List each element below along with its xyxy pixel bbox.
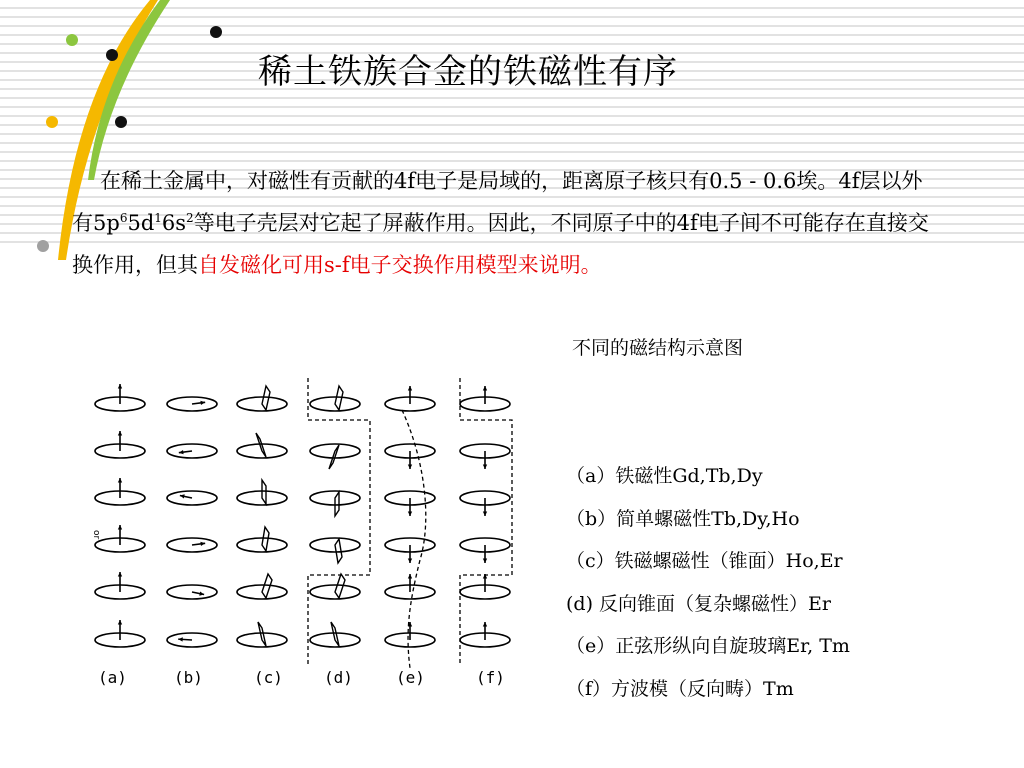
domain-boundary-d bbox=[308, 378, 370, 665]
column-label-c: (c) bbox=[254, 668, 283, 687]
column-label-f: (f) bbox=[476, 668, 505, 687]
dot-green bbox=[66, 34, 78, 46]
spin-arrowhead bbox=[483, 622, 487, 627]
cone-spin bbox=[335, 574, 345, 598]
dot-black-2 bbox=[106, 49, 118, 61]
superscript-6: 6 bbox=[119, 211, 128, 225]
legend-item-c: （c）铁磁螺磁性（锥面）Ho,Er bbox=[566, 550, 843, 572]
highlighted-text: 自发磁化可用s-f电子交换作用模型来说明。 bbox=[198, 253, 602, 277]
spin-arrowhead bbox=[408, 386, 412, 391]
spin-arrowhead bbox=[118, 431, 122, 436]
spin-arrowhead bbox=[178, 637, 183, 641]
legend-item-e: （e）正弦形纵向自旋玻璃Er, Tm bbox=[566, 635, 850, 657]
cone-spin bbox=[335, 539, 342, 563]
paragraph-part1: 在稀土金属中，对磁性有贡献的4f电子是局域的，距离原子核只有0.5 - 0.6埃。4f层以外有5p bbox=[72, 169, 923, 235]
dot-black-3 bbox=[115, 116, 127, 128]
magnetic-structure-diagram bbox=[80, 370, 520, 670]
spin-arrowhead bbox=[408, 558, 412, 563]
paragraph-text bbox=[72, 160, 934, 286]
spin-arrowhead bbox=[408, 574, 412, 579]
column-label-e: (e) bbox=[396, 668, 425, 687]
spin-arrowhead bbox=[118, 384, 122, 389]
column-label-a: (a) bbox=[98, 668, 127, 687]
cone-spin bbox=[329, 445, 339, 469]
cone-spin bbox=[262, 527, 269, 551]
slide-title: 稀土铁族合金的铁磁性有序 bbox=[258, 52, 678, 92]
legend-item-b: （b）简单螺磁性Tb,Dy,Ho bbox=[566, 507, 800, 530]
spin-arrowhead bbox=[408, 511, 412, 516]
cone-spin bbox=[256, 433, 266, 457]
cone-spin bbox=[262, 480, 266, 504]
column-label-d: (d) bbox=[324, 668, 353, 687]
spin-arrowhead bbox=[483, 464, 487, 469]
spin-arrowhead bbox=[118, 620, 122, 625]
legend-item-a: （a）铁磁性Gd,Tb,Dy bbox=[566, 465, 763, 487]
body-paragraph bbox=[72, 160, 934, 286]
cone-spin bbox=[262, 386, 270, 410]
legend-item-d: (d) 反向锥面（复杂螺磁性）Er bbox=[566, 592, 831, 615]
spin-arrowhead bbox=[118, 572, 122, 577]
spin-arrowhead bbox=[118, 478, 122, 483]
spin-arrowhead bbox=[408, 464, 412, 469]
paragraph-part4: 等电子壳层对它起了屏蔽作用。因此，不同原子中的4f电子间不可能存在直接交换作用，但其 bbox=[72, 211, 929, 277]
paragraph-part3: 6s bbox=[161, 211, 187, 235]
spin-arrowhead bbox=[483, 511, 487, 516]
superscript-1: 1 bbox=[154, 211, 162, 225]
spin-arrowhead bbox=[483, 386, 487, 391]
dot-black-1 bbox=[210, 26, 222, 38]
dot-yellow bbox=[46, 116, 58, 128]
cone-spin bbox=[331, 622, 339, 646]
square-wave-f bbox=[460, 378, 512, 665]
legend-item-f: （f）方波模（反向畴）Tm bbox=[566, 677, 794, 700]
diagram-caption: 不同的磁结构示意图 bbox=[572, 337, 744, 359]
dot-gray bbox=[37, 240, 49, 252]
cone-spin bbox=[258, 622, 266, 646]
side-mark-text: or bbox=[91, 530, 101, 540]
cone-spin bbox=[262, 574, 272, 598]
superscript-2: 2 bbox=[186, 211, 194, 225]
column-labels bbox=[0, 668, 1024, 692]
spin-arrowhead bbox=[483, 558, 487, 563]
cone-spin bbox=[335, 492, 339, 516]
spin-arrowhead bbox=[118, 525, 122, 530]
column-label-b: (b) bbox=[174, 668, 203, 687]
paragraph-part2: 5d bbox=[127, 211, 155, 235]
cone-spin bbox=[335, 386, 343, 410]
